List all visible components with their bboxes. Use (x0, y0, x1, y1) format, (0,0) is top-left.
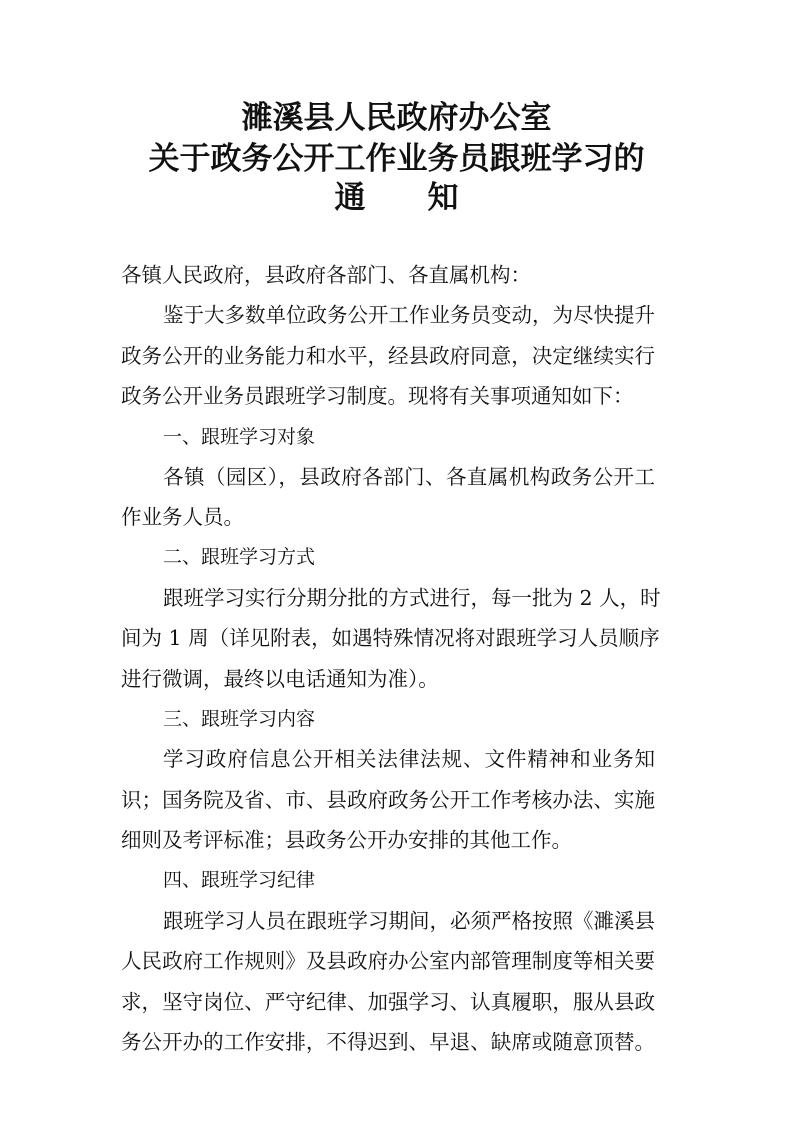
section-4-line-1: 跟班学习人员在跟班学习期间，必须严格按照《濉溪县 (163, 909, 655, 933)
section-1-line-1: 各镇（园区），县政府各部门、各直属机构政务公开工 (163, 465, 655, 489)
section-2-line-2: 间为 1 周（详见附表，如遇特殊情况将对跟班学习人员顺序 (121, 626, 660, 650)
title-line-2: 关于政务公开工作业务员跟班学习的 (148, 141, 645, 177)
section-4-line-2: 人民政府工作规则》及县政府办公室内部管理制度等相关要 (121, 949, 655, 973)
title-char-zhi: 知 (427, 180, 459, 216)
section-2-line-1: 跟班学习实行分期分批的方式进行，每一批为 2 人，时 (163, 586, 661, 610)
section-3-heading: 三、跟班学习内容 (163, 708, 316, 730)
section-3-line-2: 识；国务院及省、市、县政府政务公开工作考核办法、实施 (121, 788, 655, 812)
section-1-line-2: 作业务人员。 (121, 505, 244, 529)
title-line-3 (0, 180, 793, 216)
intro-line-3: 政务公开业务员跟班学习制度。现将有关事项通知如下： (121, 384, 634, 408)
section-4-line-3: 求，坚守岗位、严守纪律、加强学习、认真履职，服从县政 (121, 990, 655, 1014)
section-2-heading: 二、跟班学习方式 (163, 546, 316, 568)
salutation: 各镇人民政府，县政府各部门、各直属机构： (121, 263, 531, 287)
intro-line-1: 鉴于大多数单位政务公开工作业务员变动，为尽快提升 (163, 303, 655, 327)
section-3-line-3: 细则及考评标准；县政务公开办安排的其他工作。 (121, 828, 572, 852)
title-char-tong: 通 (334, 180, 366, 216)
intro-line-2: 政务公开的业务能力和水平，经县政府同意，决定继续实行 (121, 344, 655, 368)
title-line-1: 濉溪县人民政府办公室 (241, 100, 552, 136)
section-2-line-3: 进行微调，最终以电话通知为准）。 (121, 667, 439, 691)
section-4-heading: 四、跟班学习纪律 (163, 869, 316, 891)
section-3-line-1: 学习政府信息公开相关法律法规、文件精神和业务知 (163, 747, 655, 771)
section-1-heading: 一、跟班学习对象 (163, 426, 316, 448)
section-4-line-4: 务公开办的工作安排，不得迟到、早退、缺席或随意顶替。 (121, 1030, 655, 1054)
